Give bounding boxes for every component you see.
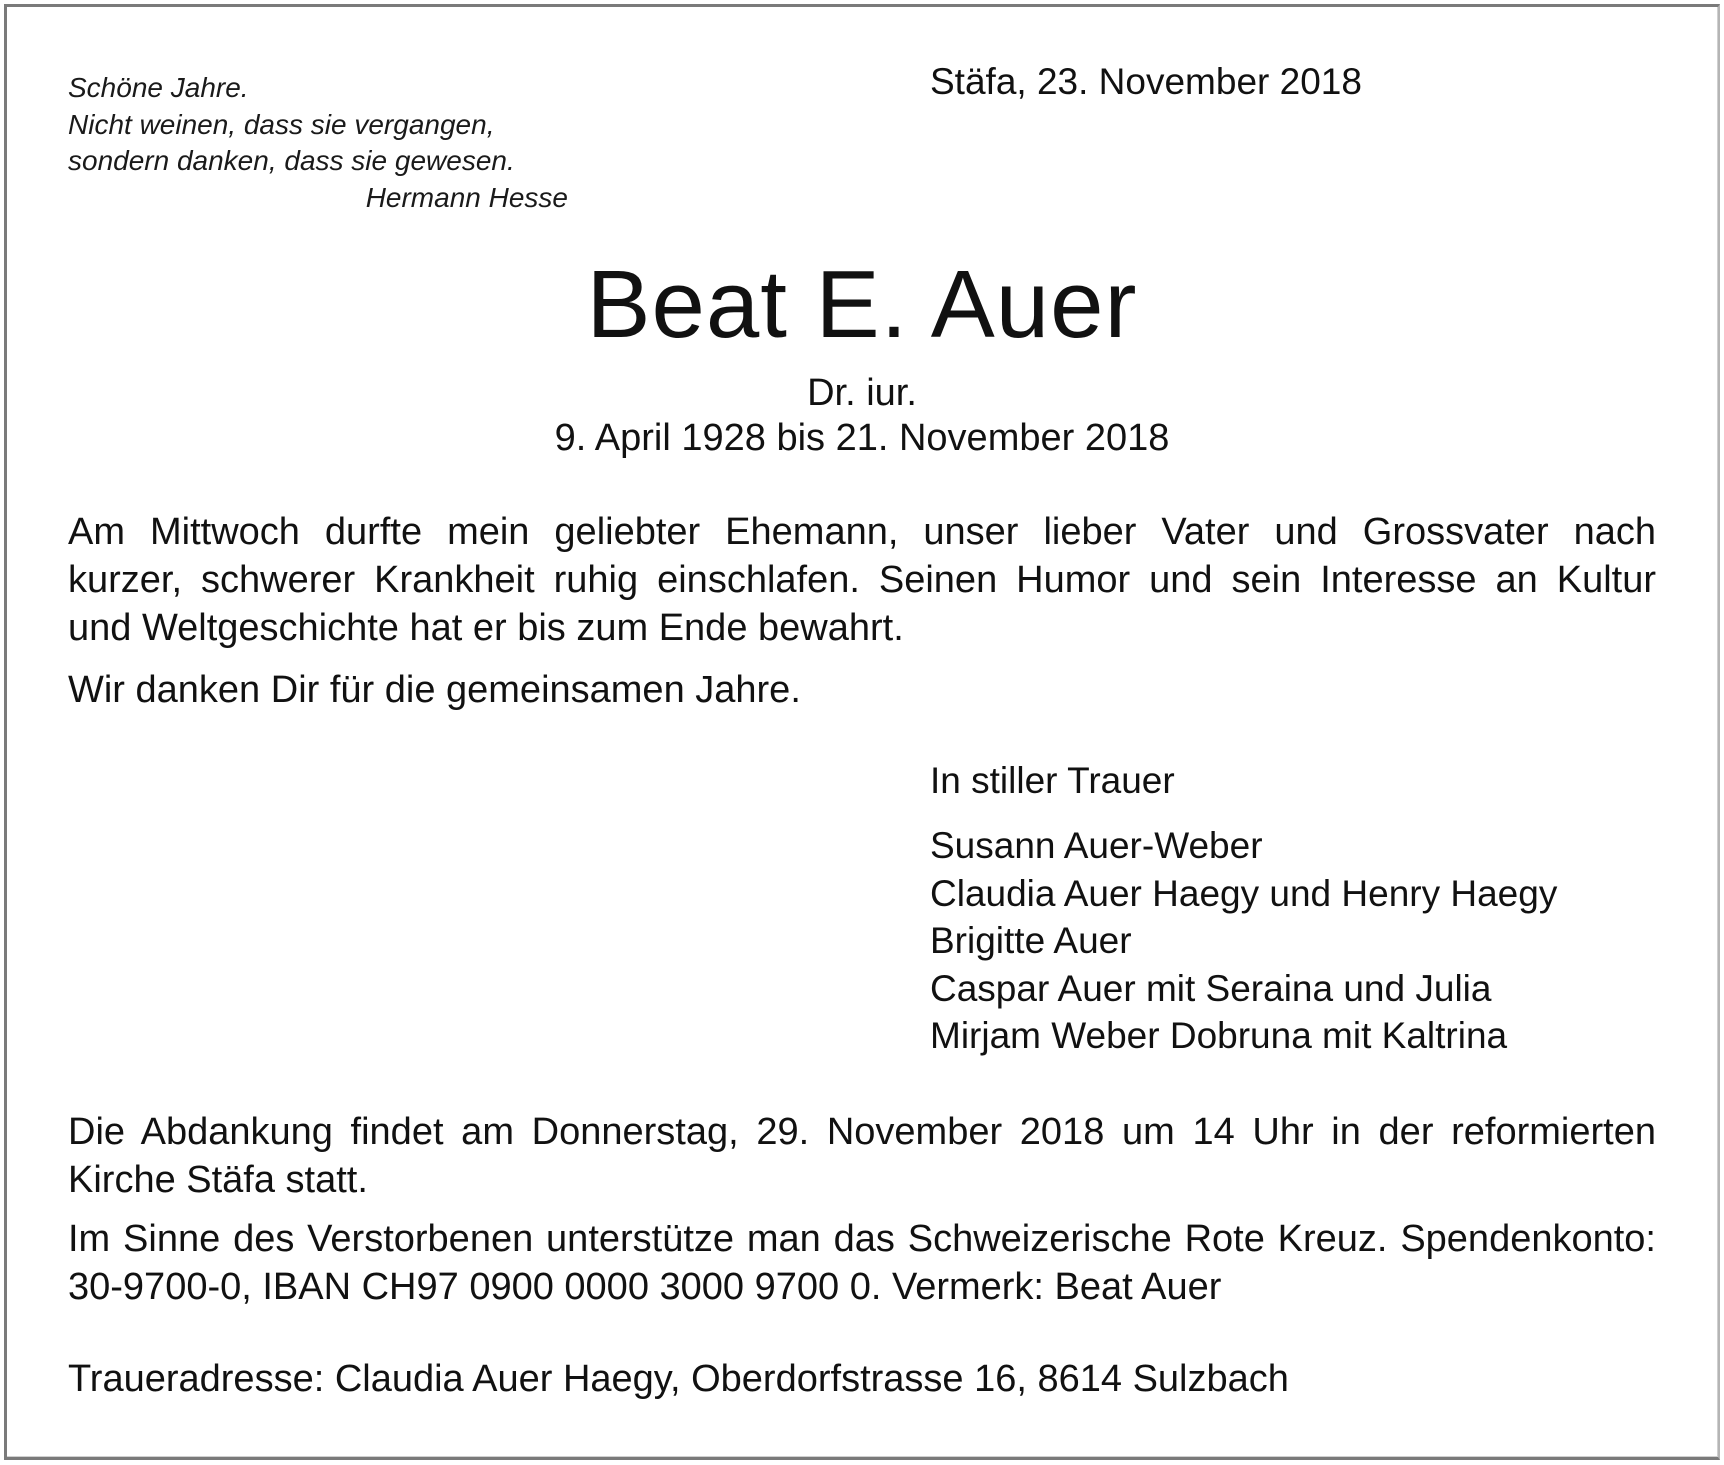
announcement-paragraph bbox=[68, 508, 1656, 652]
paragraph-line: und Weltgeschichte hat er bis zum Ende bewahrt. bbox=[68, 607, 904, 649]
paragraph-line: Wir danken Dir für die gemeinsamen Jahre. bbox=[68, 669, 801, 711]
quote-line: sondern danken, dass sie gewesen. bbox=[68, 145, 515, 176]
mourner-name: Susann Auer-Weber bbox=[930, 825, 1263, 866]
place-date: Stäfa, 23. November 2018 bbox=[930, 61, 1362, 102]
paragraph-line: 30-9700-0, IBAN CH97 0900 0000 3000 9700 0. Vermerk: Beat Auer bbox=[68, 1266, 1222, 1308]
academic-title: Dr. iur. bbox=[807, 372, 917, 414]
mourner-name: Mirjam Weber Dobruna mit Kaltrina bbox=[930, 1015, 1508, 1056]
mourning-address bbox=[68, 1355, 1656, 1403]
mourner-name: Caspar Auer mit Seraina und Julia bbox=[930, 967, 1492, 1009]
paragraph-line: Am Mittwoch durfte mein geliebter Ehemann, unser lieber Vater und Grossvater nach bbox=[68, 511, 1656, 553]
paragraph-line: Traueradresse: Claudia Auer Haegy, Oberdorfstrasse 16, 8614 Sulzbach bbox=[68, 1358, 1289, 1400]
life-dates: 9. April 1928 bis 21. November 2018 bbox=[554, 417, 1170, 459]
quote-line: Schöne Jahre. bbox=[68, 72, 249, 103]
quote-author: Hermann Hesse bbox=[365, 181, 568, 213]
mourner-name: Brigitte Auer bbox=[930, 920, 1132, 961]
service-paragraph bbox=[68, 1108, 1656, 1204]
paragraph-line: Im Sinne des Verstorbenen unterstütze man das Schweizerische Rote Kreuz. Spendenkonto: bbox=[68, 1218, 1656, 1260]
deceased-name: Beat E. Auer bbox=[586, 251, 1138, 358]
hesse-quote bbox=[68, 70, 568, 216]
paragraph-line: Kirche Stäfa statt. bbox=[68, 1159, 368, 1201]
mourner-name: Claudia Auer Haegy und Henry Haegy bbox=[930, 872, 1558, 914]
donation-paragraph bbox=[68, 1215, 1656, 1311]
mourners-list bbox=[930, 822, 1557, 1060]
thanks-paragraph bbox=[68, 666, 1656, 714]
paragraph-line: Die Abdankung findet am Donnerstag, 29. November 2018 um 14 Uhr in der reformierten bbox=[68, 1111, 1656, 1153]
mourning-signoff: In stiller Trauer bbox=[930, 760, 1175, 801]
quote-line: Nicht weinen, dass sie vergangen, bbox=[68, 108, 495, 140]
paragraph-line: kurzer, schwerer Krankheit ruhig einschlafen. Seinen Humor und sein Interesse an Kultur bbox=[68, 559, 1656, 601]
